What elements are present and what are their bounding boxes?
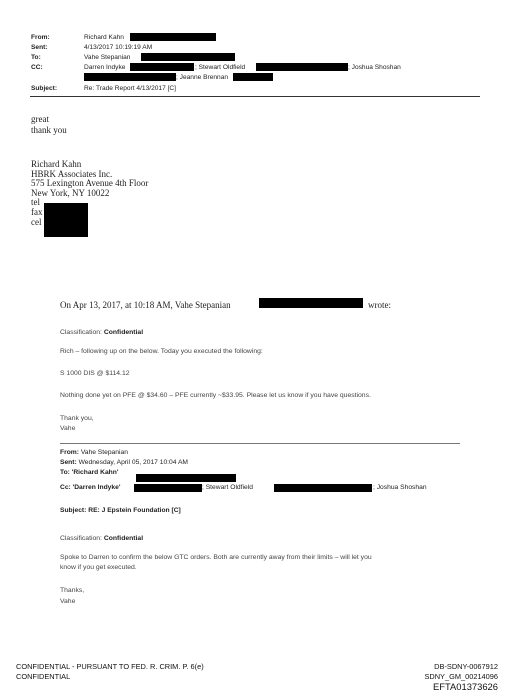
classification-label: Classification: [60,535,102,542]
fwd-to-value: 'Richard Kahn' [71,469,119,476]
signature-address: 575 Lexington Avenue 4th Floor [31,178,149,189]
cc-name: Darren Indyke [84,64,126,71]
fwd-thanks: Thanks, [60,587,85,594]
fwd-cc-name: ; Joshua Shoshan [373,484,427,491]
subject-value: Re: Trade Report 4/13/2017 [C] [84,85,176,92]
classification-value: Confidential [103,329,144,336]
redaction [274,484,372,492]
quoted-intro-suffix: wrote: [368,300,391,310]
fwd-sent-label: Sent: [60,459,77,466]
fwd-cc-name: 'Darren Indyke' [72,484,121,491]
footer-bates-1: DB-SDNY-0067912 [434,662,498,671]
cc-label: CC: [31,64,43,71]
to-label: To: [31,54,41,61]
redaction [141,53,235,61]
fwd-cc-label: Cc: [60,484,71,491]
header-divider [30,96,480,97]
fwd-cc-name: ; Stewart Oldfield [202,484,253,491]
signature-company: HBRK Associates Inc. [31,168,113,179]
reply-line: thank you [31,124,67,135]
fwd-to-label: To: [60,469,70,476]
sent-value: 4/13/2017 10:19:19 AM [84,44,153,51]
classification-line [60,328,143,337]
cc-name: ; Joshua Shoshan [348,64,401,71]
fwd-body-line: Spoke to Darren to confirm the below GTC orders. Both are currently away from their limits – will let you [60,554,372,561]
footer-confidential-notice: CONFIDENTIAL - PURSUANT TO FED. R. CRIM. P. 6(e) [16,662,204,671]
quoted-line: Rich – following up on the below. Today you executed the following: [60,348,263,355]
cc-name: ; Stewart Oldfield [195,64,246,71]
reply-body [31,114,67,135]
redaction [233,73,273,81]
quoted-line: Nothing done yet on PFE @ $34.60 – PFE currently ~$33.95. Please let us know if you have questions. [60,392,371,399]
fwd-from [60,448,128,458]
from-label: From: [31,34,50,41]
fwd-from-label: From: [60,449,79,456]
fwd-classification-line [60,534,143,543]
signature-cel: cel [31,216,42,227]
redaction [84,73,176,81]
sent-label: Sent: [31,44,48,51]
forward-divider [60,443,460,444]
fwd-subject-label: Subject: [60,507,87,514]
cc-name: ; Jeanne Brennan [176,74,229,81]
quoted-line: S 1000 DIS @ $114.12 [60,370,130,377]
redaction [259,298,363,308]
reply-line: great [31,114,49,124]
fwd-subject [60,506,181,516]
classification-value: Confidential [103,535,144,542]
fwd-body-line: know if you get executed. [60,564,137,571]
fwd-subject-value: RE: J Epstein Foundation [C] [88,507,181,514]
classification-label: Classification: [60,329,102,336]
from-value: Richard Kahn [84,34,124,41]
redaction [44,203,88,237]
subject-label: Subject: [31,85,58,92]
fwd-sent [60,458,188,468]
fwd-cc [60,483,120,493]
to-value: Vahe Stepanian [84,54,131,61]
quoted-sender: Vahe [60,425,76,432]
quoted-thanks: Thank you, [60,415,94,422]
footer-efta: EFTA01373626 [433,681,498,692]
signature-fax: fax [31,206,43,217]
signature-city: New York, NY 10022 [31,187,110,198]
signature-name: Richard Kahn [31,159,82,169]
redaction [134,484,202,492]
fwd-from-value: Vahe Stepanian [80,449,128,456]
redaction [130,63,194,71]
fwd-to [60,468,118,478]
redaction [256,63,348,71]
redaction [136,474,236,482]
fwd-sent-value: Wednesday, April 05, 2017 10:04 AM [78,459,189,466]
signature-tel: tel [31,197,40,208]
quoted-intro: On Apr 13, 2017, at 10:18 AM, Vahe Stepanian [60,300,231,310]
fwd-sender: Vahe [60,598,76,605]
footer-confidential: CONFIDENTIAL [16,672,71,681]
footer-bates-2: SDNY_GM_00214096 [424,672,498,681]
redaction [130,33,216,41]
